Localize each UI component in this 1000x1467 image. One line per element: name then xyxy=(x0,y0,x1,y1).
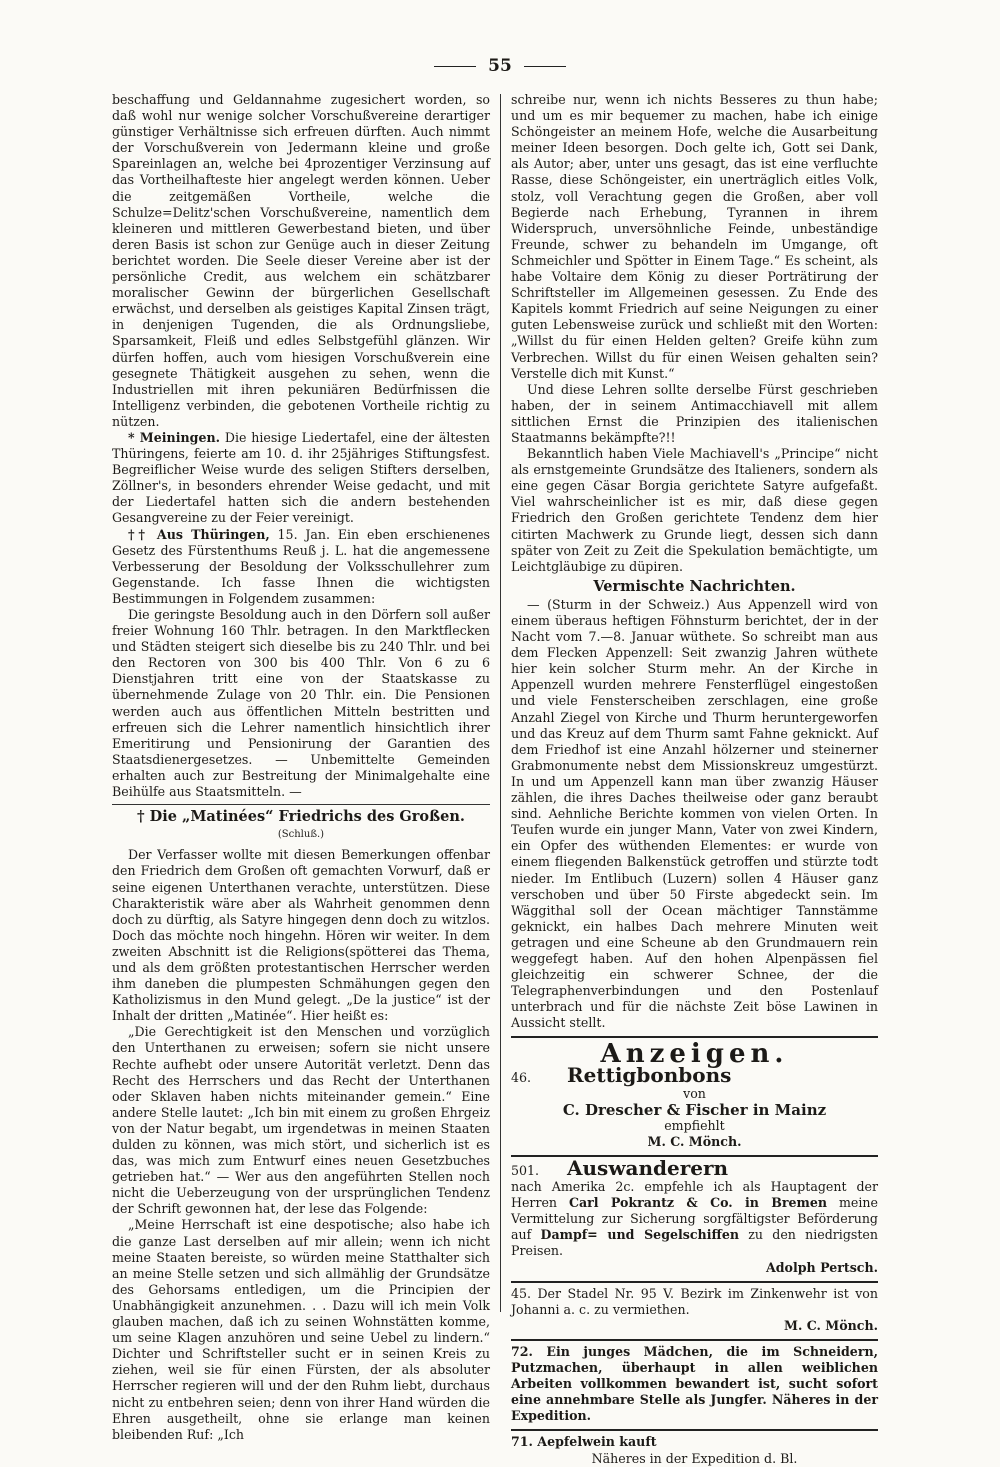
ad-signature: Adolph Pertsch. xyxy=(765,1259,878,1275)
paragraph: „Die Gerechtigkeit ist den Menschen und vorzüglich den Unterthanen zu erweisen; sofern sie nicht unsere Rechte aufhebt oder unsere Autorität verletzt. Denn das Recht des Herrschers und das Recht der Unterthanen oder Sklaven haben nichts miteinander gemein.“ Eine andere Stelle lautet: „Ich bin mit einem zu großen Ehrgeiz von der Natur begabt, um irgendetwas in meinen Staaten dulden zu können, was mich stört, und sicherlich ist es das, was mich zum Entwurf eines neuen Gesetzbuches getrieben hat.“ — Wer aus den angeführten Stellen noch nicht die Ueberzeugung von der ursprünglichen Tendenz der Schrift gewonnen hat, der lese das Folgende: xyxy=(112,1024,490,1217)
ad-maedchen: 72. Ein junges Mädchen, die im Schneidern, Putzmachen, überhaupt in allen weiblichen Arbeiten vollkommen bewandert ist, sucht sofort eine annehmbare Stelle als Jungfer. Näheres in der Expedition. xyxy=(511,1343,878,1424)
paragraph: Der Verfasser wollte mit diesen Bemerkungen offenbar den Friedrich dem Großen oft gemachten Vorwurf, daß er seine eigenen Unterthanen verachte, unterstützen. Diese Charakteristik wäre aber als Wahrheit genommen denn doch zu dürftig, als Satyre hingegen denn doch zu witzlos. Doch das möchte noch hingehn. Hören wir weiter. In dem zweiten Abschnitt ist die Religions(spötterei das Thema, und als dem größten protestantischen Herrscher werden ihm daneben die plumpesten Schmähungen gegen den Katholizismus in den Mund gelegt. „De la justice“ ist der Inhalt der dritten „Matinée“. Hier heißt es: xyxy=(112,847,490,1024)
dateline: †† Aus Thüringen, xyxy=(128,526,270,542)
paragraph: „Meine Herrschaft ist eine despotische; also habe ich die ganze Last derselben auf mir allein; wenn ich nicht meine Staaten bereiste, so würden meine Statthalter sich an meine Stelle setzen und sich allmählig der Grundsätze des Gehorsams entledigen, um die Principien der Unabhängigkeit anzunehmen. . . Dazu will ich mein Volk glauben machen, daß ich zu seinen Wohnstätten komme, um seine Klagen anzuhören und seine Uebel zu lindern.“ Dichter und Schriftsteller sucht er in seinen Kreis zu ziehen, weil sie für einen Fürsten, der als absoluter Herrscher regieren will und der den Ruhm liebt, durchaus nicht zu entbehren seien; denn von ihrer Hand würden die Ehren ausgetheilt, ohne sie erlange man keinen bleibenden Ruf: „Ich xyxy=(112,1217,490,1442)
ad-von: von xyxy=(683,1085,706,1101)
divider xyxy=(511,1281,878,1283)
paragraph: Die geringste Besoldung auch in den Dörfern soll außer freier Wohnung 160 Thlr. betragen. In den Marktflecken und Städten steigert sich dieselbe bis zu 240 Thlr. und bei den Rectoren von 300 bis 400 Thlr. Von 6 zu 6 Dienstjahren tritt eine von der Staatskasse zu übernehmende Zulage von 20 Thlr. ein. Die Pensionen werden auch aus öffentlichen Mitteln bestritten und erfreuen sich die Lehrer namentlich hinsichtlich ihrer Emeritirung und Pensionirung der Garantien des Staatsdienergesetzes. — Unbemittelte Gemeinden erhalten auch zur Bestreitung der Minimalgehalte eine Beihülfe aus Staatsmitteln. — xyxy=(112,607,490,800)
column-rule xyxy=(500,94,501,1312)
divider xyxy=(112,804,490,805)
ad-title: Rettigbonbons xyxy=(567,1062,732,1087)
article-heading: † Die „Matinées“ Friedrichs des Großen. xyxy=(137,808,465,826)
left-column xyxy=(112,92,490,1443)
paragraph: — (Sturm in der Schweiz.) Aus Appenzell wird von einem überaus heftigen Föhnsturm berichtet, der in der Nacht vom 7.—8. Januar wüthete. So schreibt man aus dem Flecken Appenzell: Seit zwanzig Jahren wüthete hier kein solcher Sturm mehr. An der Kirche in Appenzell wurden mehrere Fensterflügel eingestoßen und viele Fensterscheiben zerschlagen, eine große Anzahl Ziegel von Kirche und Thurm heruntergeworfen und das Kreuz auf dem Thurm samt Fahne geknickt. Auf dem Friedhof ist eine Anzahl hölzerner und steinerner Grabmonumente nebst dem Missionskreuz umgestürzt. In und um Appenzell kann man über zwanzig Häuser zählen, die ihres Daches theilweise oder ganz beraubt sind. Aehnliche Berichte kommen von vielen Orten. In Teufen wurde ein junger Mann, Vater von zwei Kindern, ein Opfer des wüthenden Elementes: er wurde von einem fliegenden Balkenstück getroffen und stürzte todt nieder. Im Entlibuch (Luzern) sollen 4 Häuser ganz verschoben und über 50 Firste abgedeckt sein. Im Wäggithal soll der Ocean mächtiger Tannstämme geknickt, ein halbes Dach mehrere Minuten weit getragen und eine Scheune ab den Grundmauern rein weggefegt haben. Auf den hohen Alpenpässen fiel gleichzeitig ein schwerer Schnee, der die Telegraphenverbindungen und den Postenlauf unterbrach und für die nächste Zeit böse Lawinen in Aussicht stellt. xyxy=(511,596,878,1031)
divider xyxy=(511,1036,878,1038)
ad-empfiehlt: empfiehlt xyxy=(664,1117,725,1133)
ad-signature: M. C. Mönch. xyxy=(784,1317,878,1333)
paragraph: Und diese Lehren sollte derselbe Fürst geschrieben haben, der in seinem Antimacchiavell mit allem sittlichen Ernst die Prinzipien des italienischen Staatmanns bekämpfte?!! xyxy=(511,381,878,445)
dateline: * Meiningen. xyxy=(128,429,220,445)
ad-auswanderern xyxy=(511,1156,878,1180)
ad-firm: C. Drescher & Fischer in Mainz xyxy=(562,1100,827,1119)
paragraph: schreibe nur, wenn ich nichts Besseres zu thun habe; und um es mir bequemer zu machen, habe ich einige Schöngeister an meinem Hofe, welche die Ausarbeitung meiner Ideen besorgen. Doch gelte ich, Gott sei Dank, als Autor; aber, unter uns gesagt, das ist eine verfluchte Rasse, diese Schöngeister, ein unerträglich eitles Volk, stolz, voll Verachtung gegen die Großen, aber voll Begierde nach Erhebung, Tyrannen in ihrem Widerspruch, unversöhnliche Feinde, unbeständige Freunde, schwer zu behandeln im Umgange, oft Schmeichler und Spötter in Einem Tage.“ Es scheint, als habe Voltaire dem König zu dieser Porträtirung der Schriftsteller im Allgemeinen gesessen. Zu Ende des Kapitels kommt Friedrich auf seine Neigungen zu einer guten Lebensweise zurück und schließt mit den Worten: „Willst du für einen Helden gelten? Greife kühn zum Verbrechen. Willst du für einen Weisen gehalten sein? Verstelle dich mit Kunst.“ xyxy=(511,92,878,381)
right-column xyxy=(511,92,878,1467)
ad-number: 46. xyxy=(511,1069,532,1085)
section-heading: Vermischte Nachrichten. xyxy=(593,577,796,595)
paragraph: beschaffung und Geldannahme zugesichert worden, so daß wohl nur wenige solcher Vorschußvereine derartiger günstiger Verhältnisse sich erfreuen dürften. Auch nimmt der Vorschußverein von Jedermann kleine und große Spareinlagen an, welche bei 4prozentiger Verzinsung auf das Vortheilhafteste hier angelegt werden können. Ueber die zeitgemäßen Vortheile, welche die Schulze=Delitz'schen Vorschußvereine, namentlich dem kleineren und mittleren Gewerbestand bieten, und über deren Basis ist schon zur Genüge auch in dieser Zeitung berichtet worden. Die Seele dieser Vereine aber ist der persönliche Credit, aus welchem ein schätzbarer moralischer Gewinn der bürgerlichen Gesellschaft erwächst, und derselben als geistiges Kapital Zinsen trägt, in denjenigen Tugenden, die als Ordnungsliebe, Sparsamkeit, Fleiß und edles Selbstgefühl glänzen. Wir dürfen hoffen, auch vom hiesigen Vorschußverein eine gesegnete Thätigkeit ausgehen zu sehen, wenn die Industriellen mit ihren pekuniären Bedürfnissen die Intelligenz verbinden, die gebotenen Vortheile richtig zu nützen. xyxy=(112,92,490,429)
paragraph: Bekanntlich haben Viele Machiavell's „Principe“ nicht als ernstgemeinte Grundsätze des Italieners, sondern als eine gegen Cäsar Borgia gerichtete Satyre aufgefaßt. Viel wahrscheinlicher ist es mir, daß diese gegen Friedrich den Großen gerichtete Tendenz dem hier citirten Machwerk zu Grunde liegt, dessen sich dann später von Zeit zu Zeit die Spekulation bemächtigte, um Leichtgläubige zu düpiren. xyxy=(511,446,878,574)
ad-stadel: 45. Der Stadel Nr. 95 V. Bezirk im Zinkenwehr ist von Johanni a. c. zu vermiethen. xyxy=(511,1285,878,1317)
paragraph: †† Aus Thüringen, 15. Jan. Ein eben erschienenes Gesetz des Fürstenthums Reuß j. L. hat die angemessene Verbesserung der Besoldung der Volksschullehrer zum Gegenstande. Ich fasse Ihnen die wichtigsten Bestimmungen in Folgendem zusammen: xyxy=(112,526,491,606)
ad-aepfelwein: 71. Aepfelwein kauft xyxy=(511,1434,657,1450)
divider xyxy=(511,1339,878,1341)
ad-aepfelwein-note: Näheres in der Expedition d. Bl. xyxy=(591,1450,798,1466)
article-subheading: (Schluß.) xyxy=(277,829,325,841)
ad-number: 501. xyxy=(511,1163,540,1178)
ad-seller: M. C. Mönch. xyxy=(647,1133,742,1149)
ad-title: Auswanderern xyxy=(567,1156,729,1180)
ad-rettigbonbons xyxy=(511,1062,878,1087)
page-number: 55 xyxy=(0,56,1000,76)
divider xyxy=(511,1429,878,1431)
dateline: — (Sturm in der Schweiz.) xyxy=(527,596,710,612)
ads-title: Anzeigen. xyxy=(600,1039,789,1070)
ad-text: nach Amerika 2c. empfehle ich als Hauptagent der Herren Carl Pokrantz & Co. in Bremen meine Vermittelung zur Sicherung sorgfältigster Beförderung auf Dampf= und Segelschiffen zu den niedrigsten Preisen. xyxy=(511,1179,878,1259)
paragraph: * Meiningen. Die hiesige Liedertafel, eine der ältesten Thüringens, feierte am 10. d. ihr 25jähriges Stiftungsfest. Begreiflicher Weise wurde des seligen Stifters derselben, Zöllner's, in besonders ehrender Weise gedacht, und mit der Liedertafel hatten sich die andern bestehenden Gesangvereine zu der Feier vereinigt. xyxy=(112,429,490,526)
